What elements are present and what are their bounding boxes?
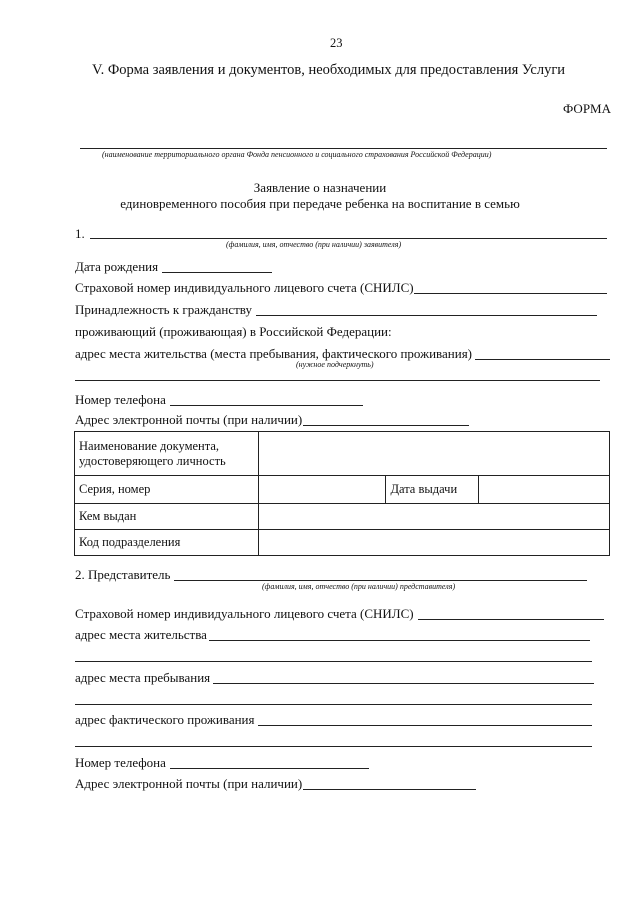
representative-email-line[interactable] bbox=[303, 789, 476, 790]
representative-fio-line[interactable] bbox=[174, 580, 587, 581]
applicant-phone-line[interactable] bbox=[170, 405, 363, 406]
applicant-fio-caption: (фамилия, имя, отчество (при наличии) заявителя) bbox=[226, 240, 402, 249]
representative-snils-label: Страховой номер индивидуального лицевого счета (СНИЛС) bbox=[75, 606, 414, 621]
applicant-email-line[interactable] bbox=[303, 425, 469, 426]
applicant-snils-line[interactable] bbox=[414, 293, 607, 294]
series-label: Серия, номер bbox=[75, 476, 259, 504]
residence-address-line-2[interactable] bbox=[75, 661, 592, 662]
applicant-snils-label: Страховой номер индивидуального лицевого счета (СНИЛС) bbox=[75, 280, 414, 295]
representative-snils-line[interactable] bbox=[418, 619, 604, 620]
actual-address-line-2[interactable] bbox=[75, 746, 592, 747]
representative-email-label: Адрес электронной почты (при наличии) bbox=[75, 776, 303, 791]
issue-date-label: Дата выдачи bbox=[386, 476, 479, 504]
forma-label: ФОРМА bbox=[563, 101, 611, 116]
application-title-line1: Заявление о назначении bbox=[253, 180, 387, 195]
residence-address-label: адрес места жительства bbox=[75, 627, 207, 642]
citizenship-line[interactable] bbox=[256, 315, 597, 316]
stay-address-line[interactable] bbox=[213, 683, 594, 684]
organ-name-line[interactable] bbox=[80, 148, 607, 149]
issued-by-label: Кем выдан bbox=[75, 504, 259, 530]
representative-phone-label: Номер телефона bbox=[75, 755, 166, 770]
doc-name-field[interactable] bbox=[258, 432, 609, 476]
residing-label: проживающий (проживающая) в Российской Федерации: bbox=[75, 324, 392, 339]
doc-name-label: Наименование документа, удостоверяющего личность bbox=[75, 432, 259, 476]
citizenship-label: Принадлежность к гражданству bbox=[75, 302, 252, 317]
series-field[interactable] bbox=[258, 476, 386, 504]
applicant-fio-line[interactable] bbox=[90, 238, 607, 239]
birth-date-line[interactable] bbox=[162, 272, 272, 273]
representative-label: 2. Представитель bbox=[75, 567, 171, 582]
applicant-email-label: Адрес электронной почты (при наличии) bbox=[75, 412, 303, 427]
actual-address-label: адрес фактического проживания bbox=[75, 712, 255, 727]
underline-caption: (нужное подчеркнуть) bbox=[296, 360, 374, 369]
birth-date-label: Дата рождения bbox=[75, 259, 159, 274]
identity-document-table bbox=[74, 431, 610, 556]
issue-date-field[interactable] bbox=[479, 476, 610, 504]
stay-address-label: адрес места пребывания bbox=[75, 670, 211, 685]
division-code-field[interactable] bbox=[258, 530, 609, 556]
division-code-label: Код подразделения bbox=[75, 530, 259, 556]
section-title: V. Форма заявления и документов, необходимых для предоставления Услуги bbox=[92, 62, 566, 78]
organ-caption: (наименование территориального органа Фонда пенсионного и социального страхования Российской Федерации) bbox=[102, 150, 492, 159]
applicant-address-line[interactable] bbox=[475, 359, 610, 360]
applicant-address-label: адрес места жительства (места пребывания, фактического проживания) bbox=[75, 346, 473, 361]
representative-fio-caption: (фамилия, имя, отчество (при наличии) представителя) bbox=[262, 582, 456, 591]
application-title-line2: единовременного пособия при передаче ребенка на воспитание в семью bbox=[120, 196, 520, 211]
issued-by-field[interactable] bbox=[258, 504, 609, 530]
stay-address-line-2[interactable] bbox=[75, 704, 592, 705]
representative-phone-line[interactable] bbox=[170, 768, 369, 769]
applicant-number: 1. bbox=[75, 226, 85, 241]
applicant-address-line-2[interactable] bbox=[75, 380, 600, 381]
residence-address-line[interactable] bbox=[209, 640, 590, 641]
page-number: 23 bbox=[330, 36, 343, 50]
applicant-phone-label: Номер телефона bbox=[75, 392, 166, 407]
actual-address-line[interactable] bbox=[258, 725, 592, 726]
